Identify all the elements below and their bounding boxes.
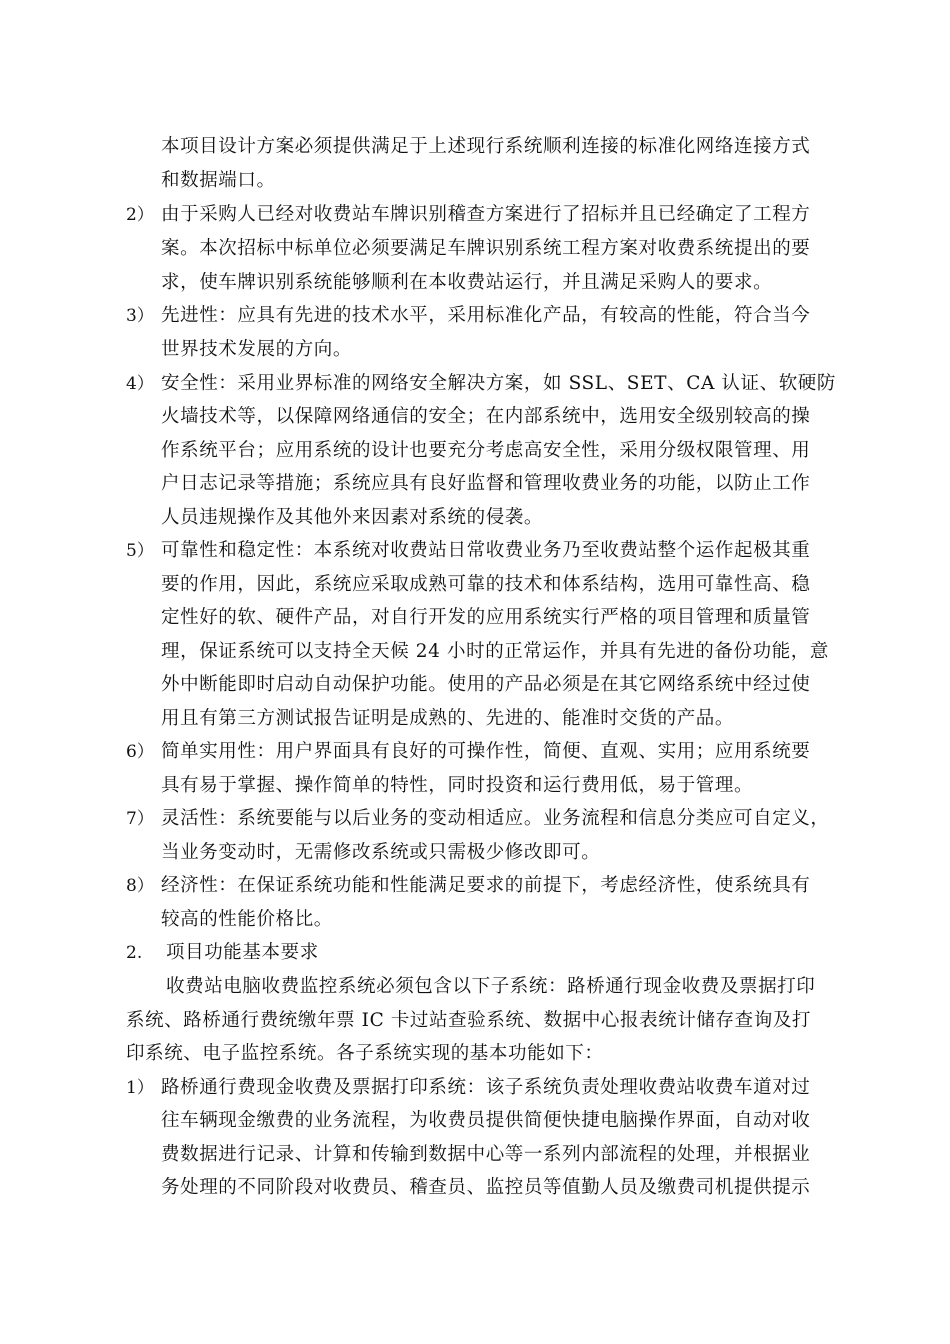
text-line: 当业务变动时，无需修改系统或只需极少修改即可。: [161, 842, 601, 863]
text-line: 定性好的软、硬件产品，对自行开发的应用系统实行严格的项目管理和质量管: [161, 607, 811, 628]
text-line: 本项目设计方案必须提供满足于上述现行系统顺利连接的标准化网络连接方式: [161, 136, 811, 157]
list-number: 2）: [126, 205, 154, 225]
text-line: 费数据进行记录、计算和传输到数据中心等一系列内部流程的处理，并根据业: [161, 1144, 811, 1165]
list-number: 3）: [126, 306, 154, 326]
text-line: 外中断能即时启动自动保护功能。使用的产品必须是在其它网络系统中经过使: [161, 674, 811, 695]
paragraph-line: 系统、路桥通行费统缴年票 IC 卡过站查验系统、数据中心报表统计储存查询及打: [126, 1010, 812, 1031]
text-line: 经济性：在保证系统功能和性能满足要求的前提下，考虑经济性，使系统具有: [161, 875, 811, 896]
text-line: 务处理的不同阶段对收费员、稽查员、监控员等值勤人员及缴费司机提供提示: [161, 1177, 811, 1198]
text-line: 和数据端口。: [161, 170, 276, 191]
text-line: 户日志记录等措施；系统应具有良好监督和管理收费业务的功能，以防止工作: [161, 473, 811, 494]
text-line: 要的作用，因此，系统应采取成熟可靠的技术和体系结构，选用可靠性高、稳: [161, 574, 811, 595]
text-line: 案。本次招标中标单位必须要满足车牌识别系统工程方案对收费系统提出的要: [161, 238, 811, 259]
list-number: 5）: [126, 541, 154, 561]
text-line: 灵活性：系统要能与以后业务的变动相适应。业务流程和信息分类应可自定义，: [161, 808, 830, 829]
text-line: 世界技术发展的方向。: [161, 339, 353, 360]
text-line: 简单实用性：用户界面具有良好的可操作性，简便、直观、实用；应用系统要: [161, 741, 811, 762]
text-line: 火墙技术等，以保障网络通信的安全；在内部系统中，选用安全级别较高的操: [161, 406, 811, 427]
text-line: 安全性：采用业界标准的网络安全解决方案，如 SSL、SET、CA 认证、软硬防: [161, 373, 837, 394]
text-line: 人员违规操作及其他外来因素对系统的侵袭。: [161, 507, 544, 528]
list-number: 1）: [126, 1078, 154, 1098]
paragraph-line: 收费站电脑收费监控系统必须包含以下子系统：路桥通行现金收费及票据打印: [166, 976, 816, 997]
text-line: 先进性：应具有先进的技术水平，采用标准化产品，有较高的性能，符合当今: [161, 305, 811, 326]
text-line: 作系统平台；应用系统的设计也要充分考虑高安全性，采用分级权限管理、用: [161, 440, 811, 461]
text-line: 用且有第三方测试报告证明是成熟的、先进的、能准时交货的产品。: [161, 708, 735, 729]
section-number: 2.: [126, 943, 143, 963]
text-line: 理，保证系统可以支持全天候 24 小时的正常运作，并具有先进的备份功能，意: [161, 641, 830, 662]
text-line: 求，使车牌识别系统能够顺利在本收费站运行，并且满足采购人的要求。: [161, 272, 773, 293]
text-line: 往车辆现金缴费的业务流程，为收费员提供简便快捷电脑操作界面，自动对收: [161, 1110, 811, 1131]
list-number: 4）: [126, 374, 154, 394]
text-line: 路桥通行费现金收费及票据打印系统：该子系统负责处理收费站收费车道对过: [161, 1077, 811, 1098]
list-number: 8）: [126, 876, 154, 896]
text-line: 可靠性和稳定性：本系统对收费站日常收费业务乃至收费站整个运作起极其重: [161, 540, 811, 561]
paragraph-line: 印系统、电子监控系统。各子系统实现的基本功能如下：: [126, 1043, 604, 1064]
text-line: 具有易于掌握、操作简单的特性，同时投资和运行费用低，易于管理。: [161, 775, 754, 796]
list-number: 6）: [126, 742, 154, 762]
section-title: 项目功能基本要求: [166, 942, 319, 963]
list-number: 7）: [126, 809, 154, 829]
text-line: 由于采购人已经对收费站车牌识别稽查方案进行了招标并且已经确定了工程方: [161, 204, 811, 225]
text-line: 较高的性能价格比。: [161, 909, 333, 930]
